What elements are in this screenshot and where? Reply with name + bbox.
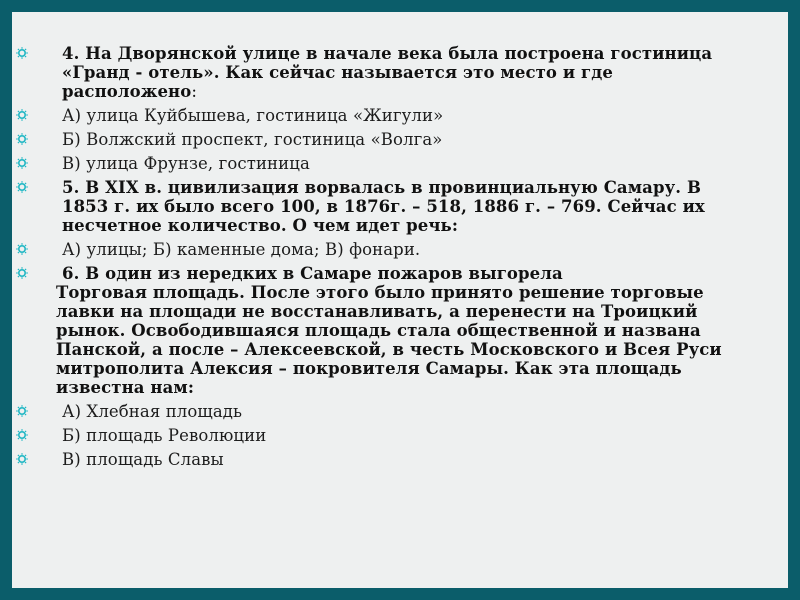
answer-4a-text: А) улица Куйбышева, гостиница «Жигули» <box>62 106 444 125</box>
answer-4c-text: В) улица Фрунзе, гостиница <box>62 154 310 173</box>
slide-panel <box>12 12 788 588</box>
answer-6c-text: В) площадь Славы <box>62 450 224 469</box>
slide-content <box>12 44 788 474</box>
sun-bullet-icon <box>16 453 28 465</box>
sun-bullet-icon <box>16 243 28 255</box>
answer-6b <box>12 426 788 445</box>
sun-bullet-icon <box>16 109 28 121</box>
answer-4a <box>12 106 788 125</box>
answer-5-text: А) улицы; Б) каменные дома; В) фонари. <box>62 240 421 259</box>
sun-bullet-icon <box>16 181 28 193</box>
answer-4b <box>12 130 788 149</box>
answer-6c <box>12 450 788 469</box>
sun-bullet-icon <box>16 133 28 145</box>
sun-bullet-icon <box>16 157 28 169</box>
answer-4b-text: Б) Волжский проспект, гостиница «Волга» <box>62 130 443 149</box>
question-4-colon: : <box>191 82 198 101</box>
answer-5 <box>12 240 788 259</box>
sun-bullet-icon <box>16 267 28 279</box>
answer-4c <box>12 154 788 173</box>
question-5-text: 5. В XIX в. цивилизация ворвалась в провинциальную Самару. В 1853 г. их было всего 100, в 1876г. – 518, 1886 г. – 769. Сейчас их несчетное количество. О чем идет речь: <box>62 178 705 235</box>
sun-bullet-icon <box>16 405 28 417</box>
answer-6a <box>12 402 788 421</box>
question-4-text: 4. На Дворянской улице в начале века была построена гостиница «Гранд - отель». Как сейчас называется это место и где расположено <box>62 44 713 101</box>
answer-6b-text: Б) площадь Революции <box>62 426 267 445</box>
question-4 <box>12 44 788 101</box>
question-5 <box>12 178 788 235</box>
question-6 <box>12 264 788 397</box>
sun-bullet-icon <box>16 47 28 59</box>
question-6-text: Торговая площадь. После этого было принято решение торговые лавки на площади не восстанавливать, а перенести на Троицкий рынок. Освободившаяся площадь стала общественной и названа Панской, а после – Алексеевской, в честь Московского и Всея Руси митрополита Алексия – покровителя Самары. Как эта площадь известна нам: <box>56 283 722 397</box>
sun-bullet-icon <box>16 429 28 441</box>
question-6-first-line: 6. В один из нередких в Самаре пожаров выгорела <box>62 264 563 283</box>
answer-6a-text: А) Хлебная площадь <box>62 402 243 421</box>
